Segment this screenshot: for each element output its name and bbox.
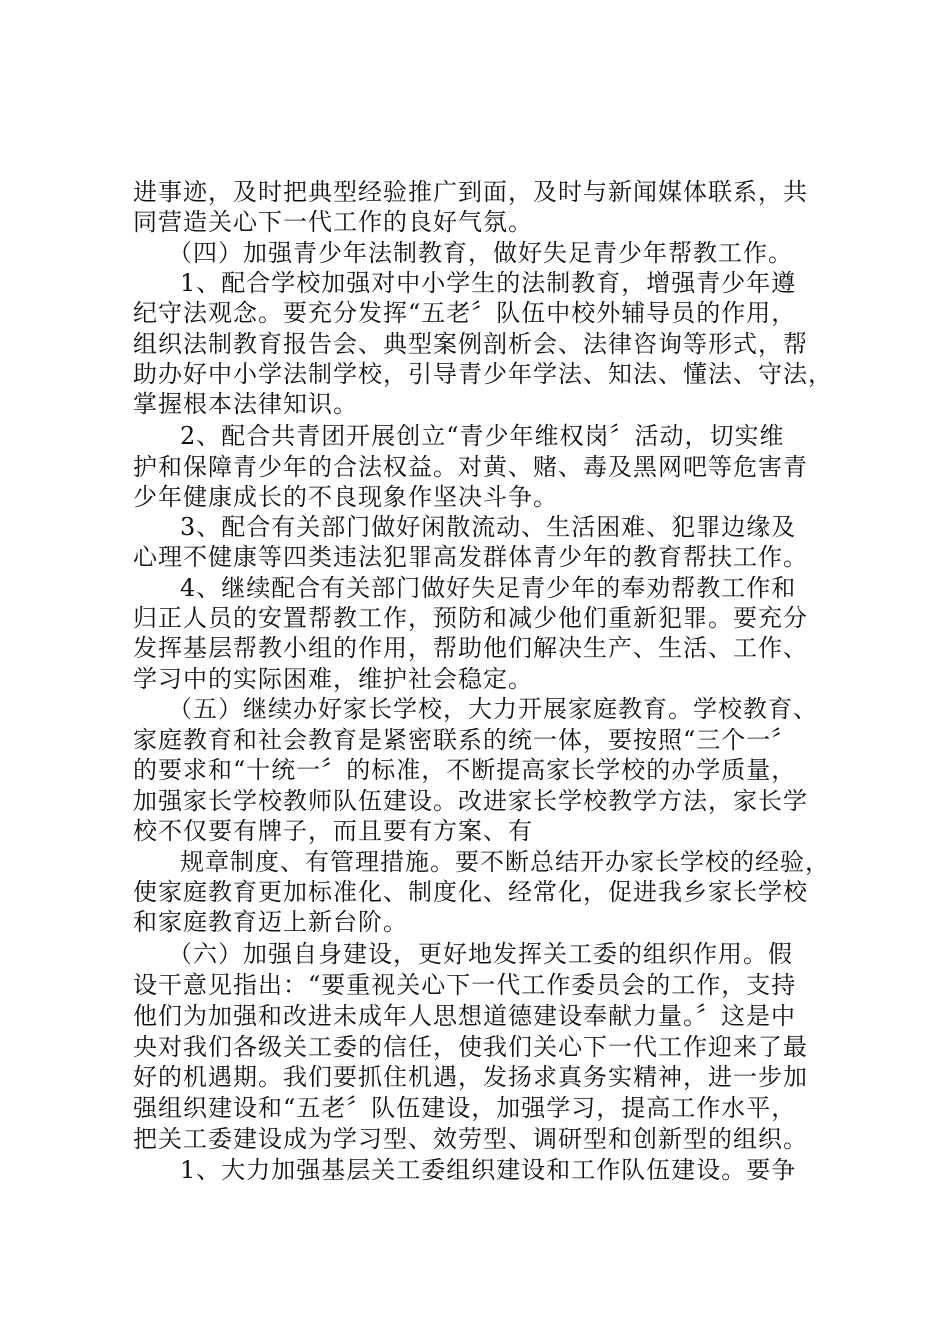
text-line: 使家庭教育更加标准化、制度化、经常化，促进我乡家长学校 bbox=[133, 878, 808, 906]
text-line: 的要求和“十统一〞的标准，不断提高家长学校的办学质量， bbox=[133, 756, 797, 784]
text-line: 归正人员的安置帮教工作，预防和减少他们重新犯罪。要充分 bbox=[133, 604, 808, 632]
text-line: 校不仅要有牌子，而且要有方案、有 bbox=[133, 817, 533, 845]
text-line: 加强家长学校教师队伍建设。改进家长学校教学方法，家长学 bbox=[133, 787, 808, 815]
text-line: 设干意见指出：“要重视关心下一代工作委员会的工作，支持 bbox=[133, 971, 797, 999]
text-line: 进事迹，及时把典型经验推广到面，及时与新闻媒体联系，共 bbox=[133, 178, 808, 206]
text-line: 少年健康成长的不良现象作坚决斗争。 bbox=[133, 483, 558, 511]
text-line: 好的机遇期。我们要抓住机遇，发扬求真务实精神，进一步加 bbox=[133, 1063, 808, 1091]
text-line: 纪守法观念。要充分发挥“五老〞队伍中校外辅导员的作用， bbox=[133, 299, 797, 327]
text-line: 发挥基层帮教小组的作用，帮助他们解决生产、生活、工作、 bbox=[133, 634, 808, 662]
text-line: 央对我们各级关工委的信任，使我们关心下一代工作迎来了最 bbox=[133, 1033, 808, 1061]
section-heading: （五）继续办好家长学校，大力开展家庭教育。学校教育、 bbox=[168, 695, 818, 723]
list-item-first-line: 2、配合共青团开展创立“青少年维权岗〞活动，切实维 bbox=[180, 422, 785, 450]
list-item-first-line: 1、配合学校加强对中小学生的法制教育，增强青少年遵 bbox=[180, 269, 797, 297]
text-line: 心理不健康等四类违法犯罪高发群体青少年的教育帮扶工作。 bbox=[133, 543, 808, 571]
list-item-first-line: 1、大力加强基层关工委组织建设和工作队伍建设。要争 bbox=[180, 1156, 797, 1184]
list-item-first-line: 4、继续配合有关部门做好失足青少年的奉劝帮教工作和 bbox=[180, 574, 797, 602]
text-line: 规章制度、有管理措施。要不断总结开办家长学校的经验， bbox=[180, 848, 830, 876]
text-line: 他们为加强和改进未成年人思想道德建设奉献力量。〞这是中 bbox=[133, 1002, 796, 1030]
text-line: 组织法制教育报告会、典型案例剖析会、法律咨询等形式，帮 bbox=[133, 330, 808, 358]
text-line: 掌握根本法律知识。 bbox=[133, 390, 358, 418]
text-line: 和家庭教育迈上新台阶。 bbox=[133, 908, 408, 936]
section-heading: （四）加强青少年法制教育，做好失足青少年帮教工作。 bbox=[168, 239, 793, 267]
text-line: 同营造关心下一代工作的良好气氛。 bbox=[133, 208, 533, 236]
text-line: 护和保障青少年的合法权益。对黄、赌、毒及黑网吧等危害青 bbox=[133, 453, 808, 481]
text-line: 助办好中小学法制学校，引导青少年学法、知法、懂法、守法， bbox=[133, 360, 833, 388]
section-heading: （六）加强自身建设，更好地发挥关工委的组织作用。假 bbox=[168, 940, 793, 968]
text-line: 学习中的实际困难，维护社会稳定。 bbox=[133, 665, 533, 693]
text-line: 家庭教育和社会教育是紧密联系的统一体，要按照“三个一〞 bbox=[133, 726, 797, 754]
list-item-first-line: 3、配合有关部门做好闲散流动、生活困难、犯罪边缘及 bbox=[180, 513, 797, 541]
text-line: 把关工委建设成为学习型、效劳型、调研型和创新型的组织。 bbox=[133, 1125, 808, 1153]
text-line: 强组织建设和“五老〞队伍建设，加强学习，提高工作水平， bbox=[133, 1094, 797, 1122]
